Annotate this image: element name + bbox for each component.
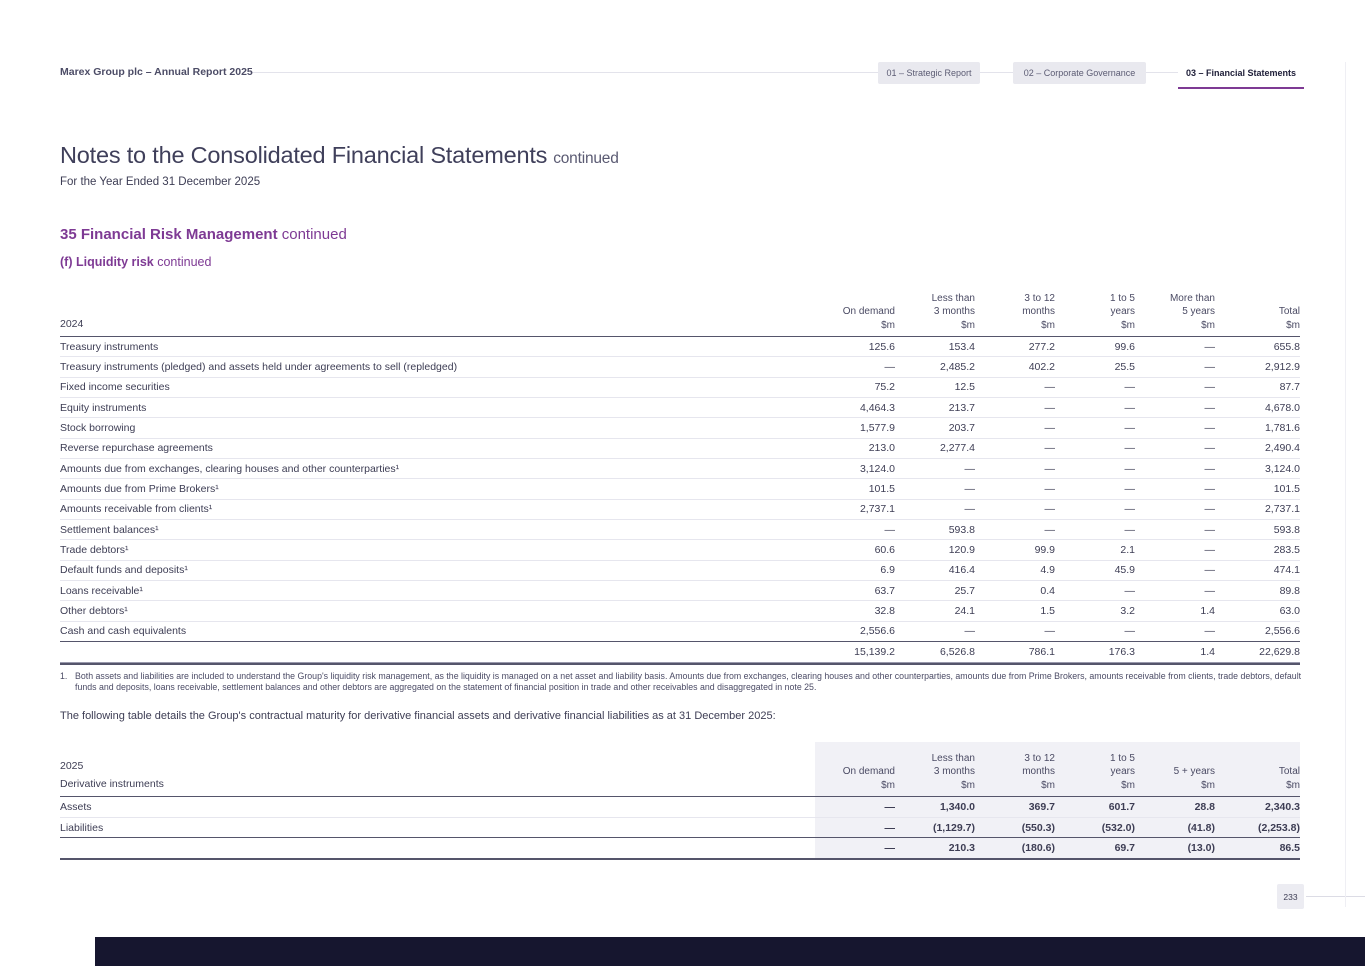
cell-value: 593.8 (1273, 523, 1300, 536)
cell-value: 25.5 (1114, 361, 1135, 374)
column-unit: $m (961, 319, 975, 331)
cell-value: — (964, 503, 975, 516)
cell-value: 2,912.9 (1264, 361, 1300, 374)
column-header-line: 3 months (933, 306, 975, 317)
page-title (60, 142, 619, 169)
column-header-line: More than (1169, 292, 1215, 304)
footer-bar (95, 937, 1365, 966)
cell-value: 2,490.4 (1264, 442, 1300, 455)
cell-value: — (1124, 381, 1135, 394)
cell-value: — (1044, 462, 1055, 475)
column-unit: $m (1121, 779, 1135, 791)
cell-value: — (1204, 381, 1215, 394)
cell-value: — (1044, 401, 1055, 414)
cell-value: 63.7 (874, 584, 895, 597)
column-header (1215, 305, 1300, 336)
cell-value: — (1124, 483, 1135, 496)
cell-value: 1,781.6 (1264, 422, 1300, 435)
cell-value: — (1204, 625, 1215, 638)
row-label: Stock borrowing (60, 422, 136, 435)
section-heading (60, 226, 347, 243)
page-number-badge: 233 (1277, 884, 1304, 909)
cell-value: — (1204, 422, 1215, 435)
table-body-2025 (60, 797, 1300, 838)
table-row (60, 500, 1300, 520)
cell-value: — (1124, 401, 1135, 414)
cell-value: 2,556.6 (1264, 625, 1300, 638)
cell-value: 45.9 (1114, 564, 1135, 577)
column-header-line: 3 to 12 (1024, 292, 1055, 304)
tab-financial-statements[interactable]: 03 – Financial Statements (1178, 62, 1304, 84)
column-header-line: Less than (931, 292, 975, 304)
column-unit: $m (1121, 319, 1135, 331)
cell-value: (2,253.8) (1257, 821, 1300, 834)
row-label: Other debtors¹ (60, 605, 128, 618)
column-header (895, 752, 975, 797)
cell-value: — (1124, 503, 1135, 516)
cell-value: — (1204, 564, 1215, 577)
table-total-row-2024 (60, 642, 1300, 663)
year-label: 2024 (60, 318, 84, 330)
column-header (975, 752, 1055, 797)
cell-value: — (1044, 523, 1055, 536)
cell-value: — (1124, 462, 1135, 475)
total-value: 1.4 (1200, 646, 1215, 659)
section-heading-continued: continued (281, 226, 347, 243)
row-label: Loans receivable¹ (60, 584, 143, 597)
total-value: — (884, 842, 895, 855)
page-subtitle: For the Year Ended 31 December 2025 (60, 176, 261, 188)
cell-value: 1.4 (1200, 605, 1215, 618)
cell-value: 125.6 (868, 340, 895, 353)
cell-value: — (1204, 401, 1215, 414)
cell-value: (1,129.7) (932, 821, 975, 834)
row-label: Default funds and deposits¹ (60, 564, 188, 577)
cell-value: 6.9 (880, 564, 895, 577)
cell-value: 75.2 (874, 381, 895, 394)
cell-value: 2,485.2 (939, 361, 975, 374)
row-label: Settlement balances¹ (60, 523, 159, 536)
cell-value: (41.8) (1187, 821, 1215, 834)
cell-value: 99.6 (1114, 340, 1135, 353)
cell-value: — (884, 361, 895, 374)
column-header (1055, 752, 1135, 797)
cell-value: — (1204, 483, 1215, 496)
table-row (60, 439, 1300, 459)
cell-value: 32.8 (874, 605, 895, 618)
row-label: Equity instruments (60, 401, 147, 414)
column-header-line: years (1110, 766, 1135, 777)
cell-value: — (1124, 584, 1135, 597)
tab-corporate-governance[interactable]: 02 – Corporate Governance (1013, 62, 1146, 84)
cell-value: 593.8 (948, 523, 975, 536)
column-header-line: months (1022, 766, 1055, 777)
cell-value: — (1124, 523, 1135, 536)
cell-value: 0.4 (1040, 584, 1055, 597)
column-header-line: 5 + years (1173, 766, 1215, 777)
cell-value: 101.5 (1273, 483, 1300, 496)
row-label: Assets (60, 800, 92, 813)
cell-value: — (1204, 523, 1215, 536)
column-header-line: 1 to 5 (1109, 752, 1135, 764)
cell-value: 4,678.0 (1264, 401, 1300, 414)
column-header (975, 292, 1055, 337)
column-header (815, 765, 895, 796)
column-header-line: 3 to 12 (1024, 752, 1055, 764)
total-value: 86.5 (1279, 842, 1300, 855)
row-label: Trade debtors¹ (60, 544, 129, 557)
row-label: Amounts receivable from clients¹ (60, 503, 213, 516)
cell-value: — (1204, 544, 1215, 557)
cell-value: 655.8 (1273, 340, 1300, 353)
table-row (60, 540, 1300, 560)
cell-value: 3.2 (1120, 605, 1135, 618)
cell-value: — (1124, 422, 1135, 435)
cell-value: — (1044, 625, 1055, 638)
table-row (60, 818, 1300, 839)
page-title-text: Notes to the Consolidated Financial Statements (60, 142, 548, 168)
cell-value: 2,556.6 (859, 625, 895, 638)
cell-value: — (964, 625, 975, 638)
column-header-line: Less than (931, 752, 975, 764)
row-label: Liabilities (60, 821, 104, 834)
row-label: Cash and cash equivalents (60, 625, 187, 638)
cell-value: 12.5 (954, 381, 975, 394)
cell-value: — (1204, 584, 1215, 597)
cell-value: 416.4 (948, 564, 975, 577)
column-header (895, 292, 975, 337)
cell-value: — (1044, 442, 1055, 455)
cell-value: 474.1 (1273, 564, 1300, 577)
table-row (60, 479, 1300, 499)
table-row (60, 398, 1300, 418)
cell-value: — (1124, 442, 1135, 455)
page-title-continued: continued (553, 150, 619, 167)
footnote-number: 1. (60, 671, 68, 681)
cell-value: — (884, 800, 895, 813)
subsection-heading-continued: continued (157, 255, 212, 269)
column-header-line: 1 to 5 (1109, 292, 1135, 304)
row-label: Treasury instruments (60, 340, 159, 353)
table-total-row-2025 (60, 838, 1300, 860)
column-header-line: 3 months (933, 766, 975, 777)
cell-value: 24.1 (954, 605, 975, 618)
column-header-line: Total (1278, 306, 1300, 317)
column-unit: $m (881, 319, 895, 331)
table-row (60, 581, 1300, 601)
total-value: 22,629.8 (1259, 646, 1300, 659)
tab-strategic-report[interactable]: 01 – Strategic Report (878, 62, 980, 84)
column-header-line: On demand (842, 766, 895, 777)
column-header-line: Total (1278, 766, 1300, 777)
table-row (60, 418, 1300, 438)
cell-value: — (1204, 442, 1215, 455)
row-label: Amounts due from exchanges, clearing houses and other counterparties¹ (60, 462, 400, 475)
table-row (60, 622, 1300, 642)
cell-value: (532.0) (1101, 821, 1135, 834)
total-value: 786.1 (1028, 646, 1055, 659)
cell-value: 87.7 (1279, 381, 1300, 394)
table-row (60, 601, 1300, 621)
column-unit: $m (961, 779, 975, 791)
intro-paragraph: The following table details the Group's contractual maturity for derivative financial assets and derivative financial liabilities as at 31 December 2025: (60, 710, 776, 722)
column-header-line: 5 years (1182, 306, 1215, 317)
footnote (60, 671, 1302, 693)
cell-value: 213.0 (868, 442, 895, 455)
column-unit: $m (1201, 779, 1215, 791)
cell-value: 213.7 (948, 401, 975, 414)
cell-value: 283.5 (1273, 544, 1300, 557)
cell-value: 277.2 (1028, 340, 1055, 353)
report-title: Marex Group plc – Annual Report 2025 (60, 66, 253, 78)
column-unit: $m (881, 779, 895, 791)
derivative-maturity-table-2025 (60, 742, 1300, 860)
table-row (60, 357, 1300, 377)
column-unit: $m (1041, 319, 1055, 331)
cell-value: 153.4 (948, 340, 975, 353)
cell-value: 203.7 (948, 422, 975, 435)
cell-value: — (1044, 381, 1055, 394)
cell-value: — (1124, 625, 1135, 638)
page-edge-line (1345, 62, 1346, 907)
cell-value: 2,340.3 (1264, 800, 1300, 813)
table-sub-label: Derivative instruments (60, 778, 164, 790)
table-year-cell (60, 757, 815, 796)
table-year-cell (60, 315, 815, 336)
table-row (60, 797, 1300, 818)
cell-value: 99.9 (1034, 544, 1055, 557)
cell-value: — (884, 821, 895, 834)
column-header-line: months (1022, 306, 1055, 317)
cell-value: (550.3) (1021, 821, 1055, 834)
total-value: 69.7 (1114, 842, 1135, 855)
cell-value: 63.0 (1279, 605, 1300, 618)
total-value: (180.6) (1021, 842, 1055, 855)
cell-value: — (1044, 483, 1055, 496)
cell-value: 402.2 (1028, 361, 1055, 374)
section-heading-text: 35 Financial Risk Management (60, 226, 278, 243)
cell-value: — (1044, 422, 1055, 435)
cell-value: 1,577.9 (859, 422, 895, 435)
cell-value: — (1204, 361, 1215, 374)
column-header (1135, 292, 1215, 337)
row-label: Fixed income securities (60, 381, 170, 394)
column-header (1215, 765, 1300, 796)
total-value: 15,139.2 (854, 646, 895, 659)
table-header-2025 (60, 742, 1300, 797)
cell-value: 3,124.0 (859, 462, 895, 475)
column-header (815, 305, 895, 336)
column-header-line: years (1110, 306, 1135, 317)
cell-value: — (1204, 462, 1215, 475)
cell-value: 3,124.0 (1264, 462, 1300, 475)
cell-value: 1.5 (1040, 605, 1055, 618)
table-row (60, 520, 1300, 540)
cell-value: 2.1 (1120, 544, 1135, 557)
column-unit: $m (1041, 779, 1055, 791)
total-value: 176.3 (1108, 646, 1135, 659)
cell-value: 89.8 (1279, 584, 1300, 597)
liquidity-maturity-table-2024 (60, 288, 1300, 663)
cell-value: 2,737.1 (1264, 503, 1300, 516)
cell-value: 60.6 (874, 544, 895, 557)
total-value: 6,526.8 (939, 646, 975, 659)
column-header (1135, 765, 1215, 796)
cell-value: 2,737.1 (859, 503, 895, 516)
table-body-2024 (60, 337, 1300, 642)
cell-value: — (1204, 340, 1215, 353)
cell-value: 4.9 (1040, 564, 1055, 577)
cell-value: — (1204, 503, 1215, 516)
total-value: 210.3 (948, 842, 975, 855)
cell-value: — (884, 523, 895, 536)
cell-value: 2,277.4 (939, 442, 975, 455)
column-unit: $m (1286, 779, 1300, 791)
cell-value: 1,340.0 (939, 800, 975, 813)
table-row (60, 459, 1300, 479)
year-label: 2025 (60, 760, 84, 772)
subsection-heading (60, 255, 211, 269)
cell-value: — (964, 462, 975, 475)
cell-value: 25.7 (954, 584, 975, 597)
row-label: Treasury instruments (pledged) and assets held under agreements to sell (repledged) (60, 361, 458, 374)
row-label: Reverse repurchase agreements (60, 442, 213, 455)
table-row (60, 337, 1300, 357)
footnote-text: Both assets and liabilities are included to understand the Group's liquidity risk management, as the liquidity is managed on a net asset and liability basis. Amounts due from exchanges, clearing houses and other counterparties, amounts due from Prime Brokers, amounts receivable from clients, trade debtors, default funds and deposits, loans receivable, settlement balances and other debtors are aggregated on the statement of financial position in trade and other receivables and disaggregated in note 25. (75, 671, 1302, 692)
column-unit: $m (1201, 319, 1215, 331)
table-header-2024 (60, 288, 1300, 337)
cell-value: — (1044, 503, 1055, 516)
cell-value: 120.9 (948, 544, 975, 557)
table-row (60, 378, 1300, 398)
column-header-line: On demand (842, 306, 895, 317)
table-row (60, 561, 1300, 581)
cell-value: — (964, 483, 975, 496)
cell-value: 601.7 (1108, 800, 1135, 813)
cell-value: 28.8 (1194, 800, 1215, 813)
cell-value: 101.5 (868, 483, 895, 496)
subsection-heading-text: (f) Liquidity risk (60, 255, 154, 269)
total-value: (13.0) (1187, 842, 1215, 855)
row-label: Amounts due from Prime Brokers¹ (60, 483, 219, 496)
column-header (1055, 292, 1135, 337)
page-number-rule (1306, 896, 1365, 897)
column-unit: $m (1286, 319, 1300, 331)
cell-value: 4,464.3 (859, 401, 895, 414)
cell-value: 369.7 (1028, 800, 1055, 813)
